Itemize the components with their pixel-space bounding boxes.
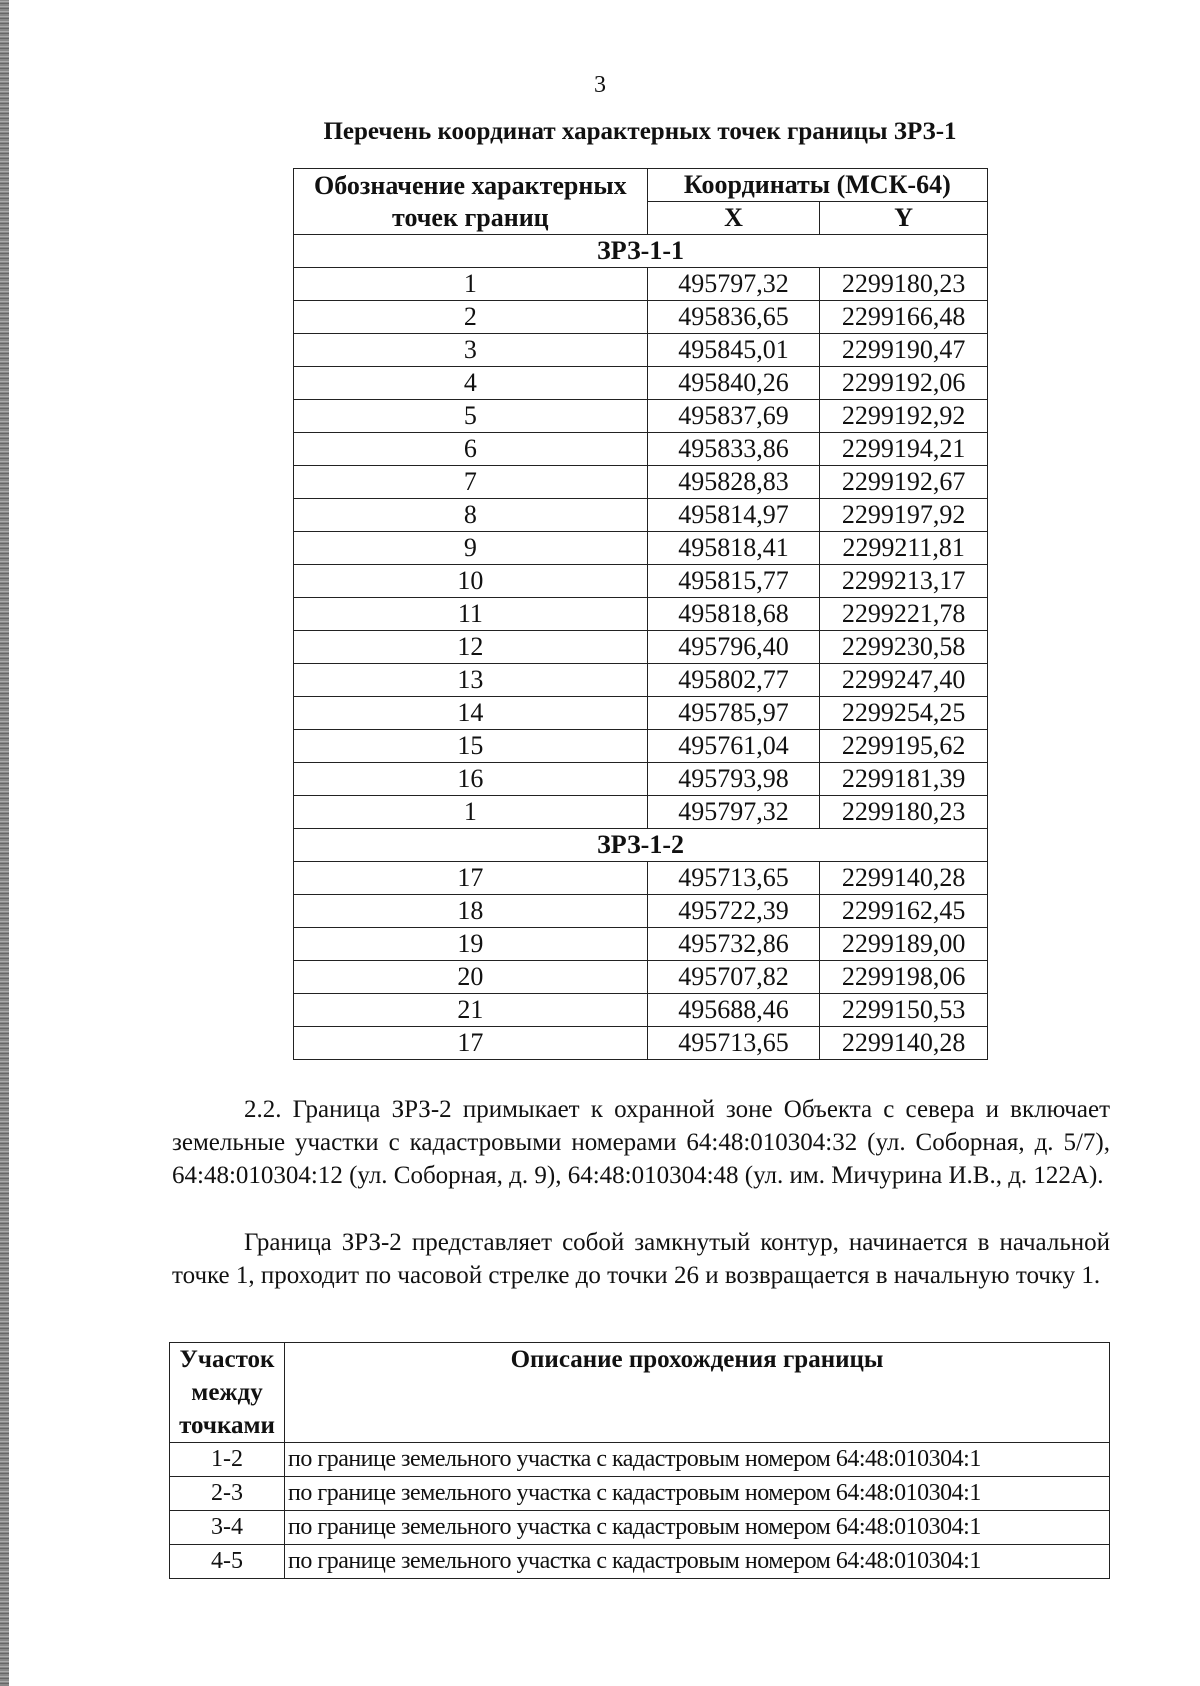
header-description: Описание прохождения границы (285, 1343, 1110, 1443)
cell-point: 18 (294, 895, 648, 928)
cell-description: по границе земельного участка с кадастровым номером 64:48:010304:1 (285, 1477, 1110, 1511)
table-row (294, 862, 988, 895)
cell-x: 495833,86 (647, 433, 820, 466)
cell-x: 495793,98 (647, 763, 820, 796)
table-row (294, 367, 988, 400)
cell-y: 2299180,23 (820, 796, 988, 829)
cell-point: 6 (294, 433, 648, 466)
header-coordinates: Координаты (МСК-64) (647, 169, 987, 202)
table-row (294, 796, 988, 829)
table-row (294, 433, 988, 466)
cell-y: 2299211,81 (820, 532, 988, 565)
cell-x: 495732,86 (647, 928, 820, 961)
cell-point: 19 (294, 928, 648, 961)
cell-x: 495818,41 (647, 532, 820, 565)
table-row (294, 664, 988, 697)
table-row (294, 631, 988, 664)
cell-x: 495814,97 (647, 499, 820, 532)
cell-x: 495845,01 (647, 334, 820, 367)
cell-point: 9 (294, 532, 648, 565)
cell-point: 1 (294, 268, 648, 301)
cell-point: 21 (294, 994, 648, 1027)
cell-point: 15 (294, 730, 648, 763)
cell-x: 495815,77 (647, 565, 820, 598)
cell-point: 10 (294, 565, 648, 598)
header-x: X (647, 202, 820, 235)
cell-segment: 2-3 (170, 1477, 285, 1511)
section-title: ЗРЗ-1-1 (294, 235, 988, 268)
cell-segment: 4-5 (170, 1545, 285, 1579)
table-row (294, 994, 988, 1027)
cell-x: 495722,39 (647, 895, 820, 928)
cell-point: 17 (294, 862, 648, 895)
table-row (294, 1027, 988, 1060)
cell-description: по границе земельного участка с кадастровым номером 64:48:010304:1 (285, 1545, 1110, 1579)
cell-point: 14 (294, 697, 648, 730)
table-row (294, 763, 988, 796)
cell-x: 495796,40 (647, 631, 820, 664)
table-row (294, 466, 988, 499)
table-row (294, 730, 988, 763)
cell-x: 495761,04 (647, 730, 820, 763)
cell-point: 7 (294, 466, 648, 499)
cell-x: 495840,26 (647, 367, 820, 400)
table-row (294, 268, 988, 301)
cell-y: 2299150,53 (820, 994, 988, 1027)
paragraph-zrz2-contour: Граница ЗРЗ-2 представляет собой замкнутый контур, начинается в начальной точке 1, проходит по часовой стрелке до точки 26 и возвращается в начальную точку 1. (172, 1229, 1110, 1289)
cell-point: 8 (294, 499, 648, 532)
cell-point: 13 (294, 664, 648, 697)
header-segment-label: Участок между точками (179, 1346, 275, 1439)
cell-y: 2299194,21 (820, 433, 988, 466)
cell-x: 495713,65 (647, 862, 820, 895)
cell-y: 2299198,06 (820, 961, 988, 994)
coordinates-table-body (294, 235, 988, 1060)
table-row (294, 961, 988, 994)
cell-y: 2299162,45 (820, 895, 988, 928)
cell-x: 495797,32 (647, 796, 820, 829)
table-row (294, 532, 988, 565)
cell-y: 2299254,25 (820, 697, 988, 730)
cell-x: 495818,68 (647, 598, 820, 631)
cell-y: 2299190,47 (820, 334, 988, 367)
cell-segment: 1-2 (170, 1443, 285, 1477)
header-segment (170, 1343, 285, 1443)
cell-x: 495785,97 (647, 697, 820, 730)
cell-x: 495828,83 (647, 466, 820, 499)
cell-y: 2299192,06 (820, 367, 988, 400)
cell-y: 2299181,39 (820, 763, 988, 796)
cell-y: 2299140,28 (820, 1027, 988, 1060)
table-row (294, 598, 988, 631)
cell-point: 20 (294, 961, 648, 994)
cell-point: 17 (294, 1027, 648, 1060)
boundary-description-body (170, 1443, 1110, 1579)
table-row (294, 301, 988, 334)
cell-y: 2299213,17 (820, 565, 988, 598)
cell-x: 495688,46 (647, 994, 820, 1027)
section-title: ЗРЗ-1-2 (294, 829, 988, 862)
paragraph-zrz2-location: 2.2. Граница ЗРЗ-2 примыкает к охранной зоне Объекта с севера и включает земельные участки с кадастровыми номерами 64:48:010304:32 (ул. Соборная, д. 5/7), 64:48:010304:12 (ул. Соборная, д. 9), 64:48:010304:48 (ул. им. Мичурина И.В., д. 122А). (172, 1096, 1110, 1189)
cell-description: по границе земельного участка с кадастровым номером 64:48:010304:1 (285, 1511, 1110, 1545)
coordinates-table (293, 168, 988, 1060)
table-row (294, 565, 988, 598)
cell-point: 1 (294, 796, 648, 829)
cell-x: 495836,65 (647, 301, 820, 334)
cell-y: 2299180,23 (820, 268, 988, 301)
boundary-description-table (169, 1342, 1110, 1579)
table-row (294, 334, 988, 367)
table-row (294, 928, 988, 961)
table-row (170, 1477, 1110, 1511)
table-row (294, 400, 988, 433)
section-row (294, 829, 988, 862)
cell-point: 2 (294, 301, 648, 334)
cell-y: 2299189,00 (820, 928, 988, 961)
cell-point: 11 (294, 598, 648, 631)
cell-y: 2299230,58 (820, 631, 988, 664)
cell-x: 495713,65 (647, 1027, 820, 1060)
cell-y: 2299197,92 (820, 499, 988, 532)
cell-y: 2299221,78 (820, 598, 988, 631)
header-y: Y (820, 202, 988, 235)
cell-y: 2299192,92 (820, 400, 988, 433)
cell-x: 495837,69 (647, 400, 820, 433)
cell-y: 2299166,48 (820, 301, 988, 334)
cell-point: 5 (294, 400, 648, 433)
table-row (294, 895, 988, 928)
cell-x: 495797,32 (647, 268, 820, 301)
cell-y: 2299192,67 (820, 466, 988, 499)
cell-x: 495707,82 (647, 961, 820, 994)
cell-y: 2299140,28 (820, 862, 988, 895)
section-row (294, 235, 988, 268)
cell-segment: 3-4 (170, 1511, 285, 1545)
table-row (170, 1511, 1110, 1545)
cell-point: 4 (294, 367, 648, 400)
cell-y: 2299247,40 (820, 664, 988, 697)
cell-point: 12 (294, 631, 648, 664)
cell-point: 16 (294, 763, 648, 796)
table-row (294, 499, 988, 532)
scan-edge (0, 0, 9, 1686)
cell-x: 495802,77 (647, 664, 820, 697)
header-point-designation: Обозначение характерных точек границ (294, 169, 648, 235)
cell-point: 3 (294, 334, 648, 367)
coord-table-title: Перечень координат характерных точек границы ЗРЗ-1 (323, 118, 957, 145)
table-row (170, 1545, 1110, 1579)
cell-y: 2299195,62 (820, 730, 988, 763)
cell-description: по границе земельного участка с кадастровым номером 64:48:010304:1 (285, 1443, 1110, 1477)
table-row (294, 697, 988, 730)
page-number: 3 (594, 72, 606, 98)
table-row (170, 1443, 1110, 1477)
